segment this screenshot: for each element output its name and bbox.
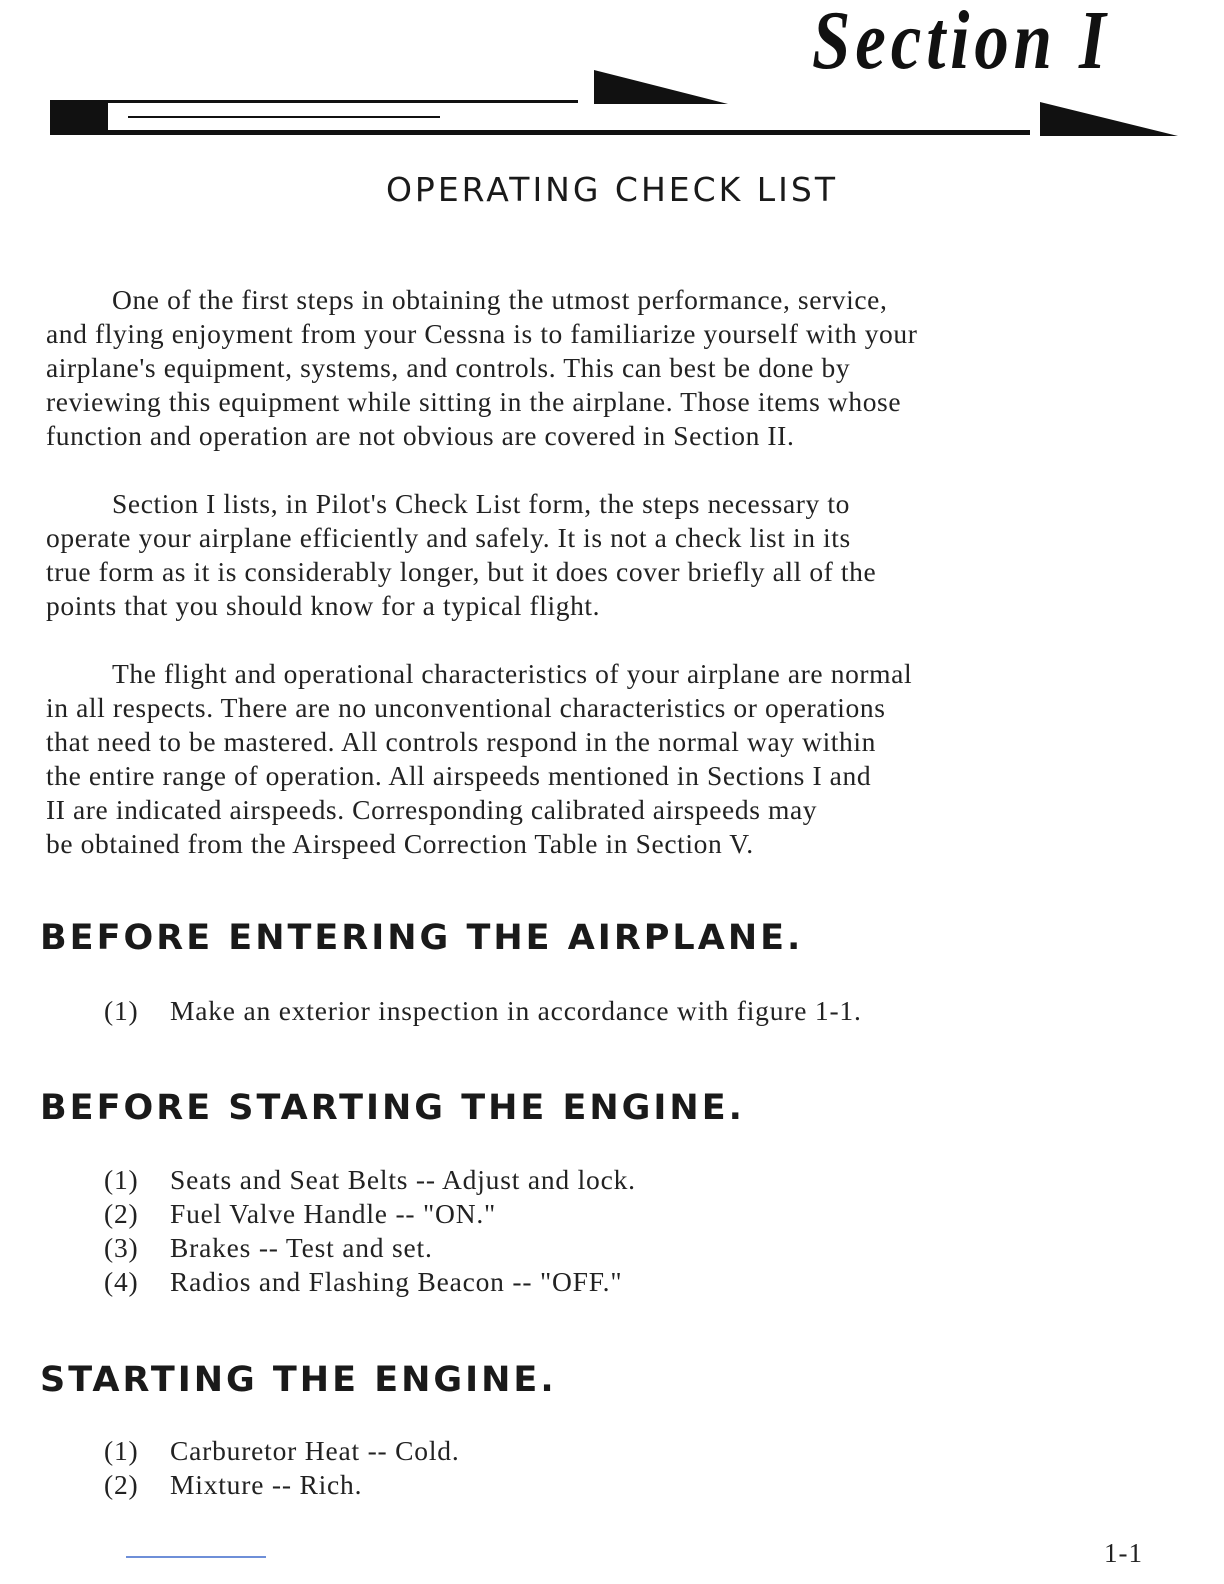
checklist-item: [104, 994, 862, 1028]
item-number: (1): [104, 1435, 139, 1466]
item-number: (2): [104, 1469, 139, 1500]
item-number: (1): [104, 995, 139, 1026]
item-text: Make an exterior inspection in accordance with figure 1-1.: [170, 995, 862, 1026]
section-heading-starting-engine: STARTING THE ENGINE.: [40, 1360, 557, 1400]
section-heading-before-entering: BEFORE ENTERING THE AIRPLANE.: [40, 918, 804, 958]
item-number: (2): [104, 1198, 139, 1229]
text-line: the entire range of operation. All airspeeds mentioned in Sections I and: [46, 760, 872, 791]
text-line: One of the first steps in obtaining the utmost performance, service,: [112, 284, 888, 315]
intro-paragraph-2: [46, 487, 1176, 623]
text-line: that need to be mastered. All controls respond in the normal way within: [46, 726, 876, 757]
banner-arrow-right: [1040, 102, 1178, 136]
text-line: be obtained from the Airspeed Correction Table in Section V.: [46, 828, 754, 859]
text-line: Section I lists, in Pilot's Check List form, the steps necessary to: [112, 488, 850, 519]
text-line: airplane's equipment, systems, and controls. This can best be done by: [46, 352, 851, 383]
text-line: II are indicated airspeeds. Corresponding calibrated airspeeds may: [46, 794, 818, 825]
banner-left-block: [50, 100, 108, 134]
item-text: Brakes -- Test and set.: [170, 1232, 433, 1263]
checklist-item: [104, 1265, 636, 1299]
item-text: Carburetor Heat -- Cold.: [170, 1435, 460, 1466]
banner-arrow-upper: [594, 70, 728, 104]
text-line: and flying enjoyment from your Cessna is to familiarize yourself with your: [46, 318, 918, 349]
checklist-before-starting: [104, 1163, 636, 1299]
text-line: function and operation are not obvious are covered in Section II.: [46, 420, 795, 451]
checklist-item: [104, 1163, 636, 1197]
banner-inner-rule: [128, 116, 440, 118]
item-text: Mixture -- Rich.: [170, 1469, 363, 1500]
item-number: (1): [104, 1164, 139, 1195]
footer-rule: [126, 1556, 266, 1558]
checklist-before-entering: [104, 994, 862, 1028]
text-line: operate your airplane efficiently and safely. It is not a check list in its: [46, 522, 851, 553]
text-line: reviewing this equipment while sitting in the airplane. Those items whose: [46, 386, 902, 417]
item-number: (3): [104, 1232, 139, 1263]
intro-paragraph-1: [46, 283, 1176, 453]
banner-upper-rule: [108, 100, 578, 103]
section-title: Section I: [812, 0, 1111, 87]
section-heading-before-starting: BEFORE STARTING THE ENGINE.: [40, 1088, 745, 1128]
item-number: (4): [104, 1266, 139, 1297]
text-line: points that you should know for a typical flight.: [46, 590, 601, 621]
checklist-item: [104, 1468, 460, 1502]
checklist-starting-engine: [104, 1434, 460, 1502]
text-line: true form as it is considerably longer, but it does cover briefly all of the: [46, 556, 877, 587]
item-text: Fuel Valve Handle -- "ON.": [170, 1198, 497, 1229]
checklist-item: [104, 1434, 460, 1468]
item-text: Seats and Seat Belts -- Adjust and lock.: [170, 1164, 636, 1195]
page-title: OPERATING CHECK LIST: [385, 170, 839, 209]
checklist-item: [104, 1231, 636, 1265]
banner-main-rule: [50, 130, 1030, 135]
text-line: The flight and operational characteristics of your airplane are normal: [112, 658, 913, 689]
checklist-item: [104, 1197, 636, 1231]
intro-paragraph-3: [46, 657, 1176, 861]
page-number: 1-1: [1104, 1538, 1143, 1568]
item-text: Radios and Flashing Beacon -- "OFF.": [170, 1266, 623, 1297]
text-line: in all respects. There are no unconventional characteristics or operations: [46, 692, 886, 723]
